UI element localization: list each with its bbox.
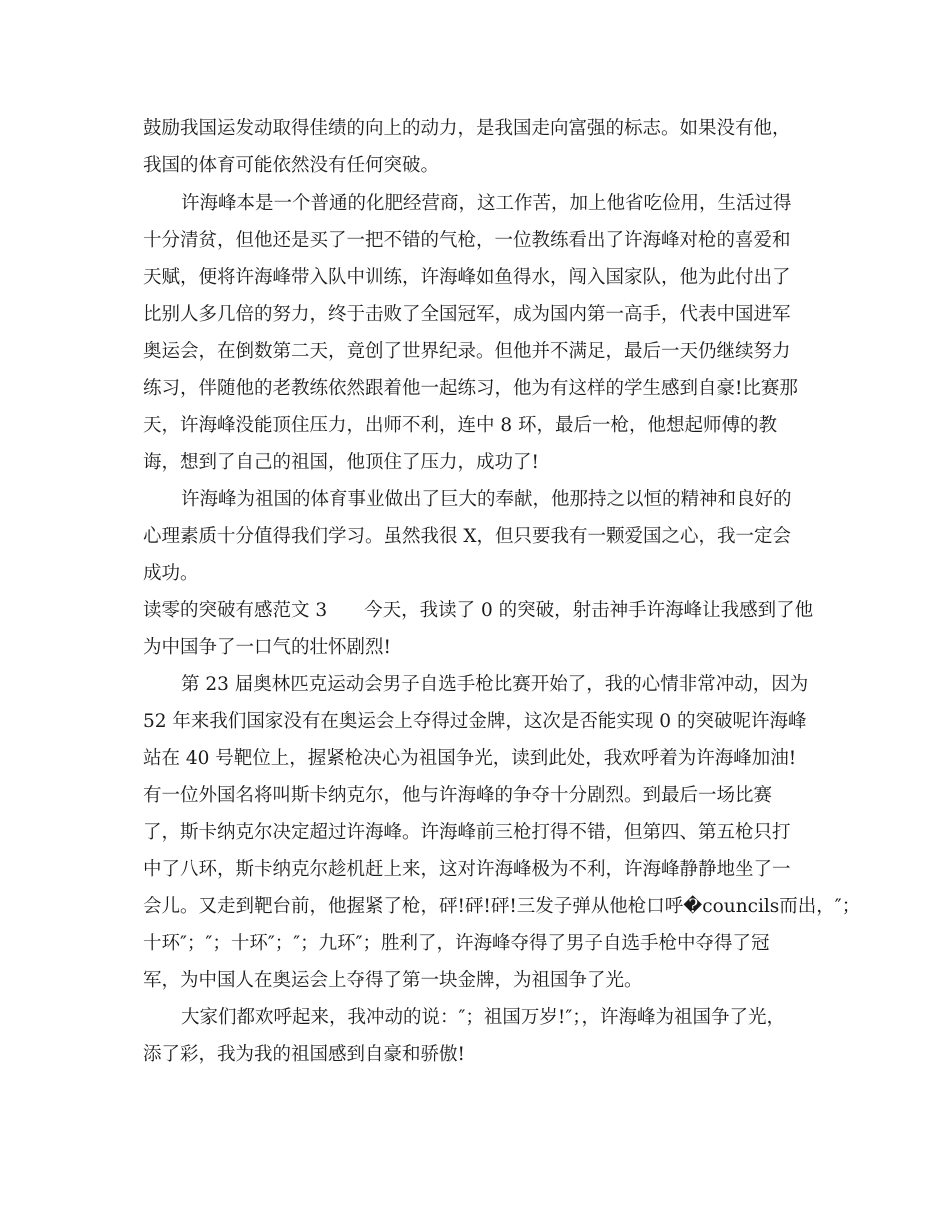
text-line: 奥运会，在倒数第二天，竟创了世界纪录。但他并不满足，最后一天仍继续努力 [143,341,791,362]
text-line: 为中国争了一口气的壮怀剧烈! [143,637,391,658]
text-line: 会儿。又走到靶台前，他握紧了枪，砰!砰!砰!三发子弹从他枪口呼�councils而出，″； [143,896,861,917]
text-line: 有一位外国名将叫斯卡纳克尔，他与许海峰的争夺十分剧烈。到最后一场比赛 [143,785,773,806]
text-line: 天，许海峰没能顶住压力，出师不利，连中 8 环，最后一枪，他想起师傅的教 [143,415,778,436]
text-line: 诲，想到了自己的祖国，他顶住了压力，成功了! [143,452,539,473]
text-line: 鼓励我国运发动取得佳绩的向上的动力，是我国走向富强的标志。如果没有他， [143,118,791,139]
paragraph-first-line: 第 23 届奥林匹克运动会男子自选手枪比赛开始了，我的心情非常冲动，因为 [181,674,809,695]
paragraph-first-line: 许海峰为祖国的体育事业做出了巨大的奉献，他那持之以恒的精神和良好的 [181,489,792,510]
text-line: 十分清贫，但他还是买了一把不错的气枪，一位教练看出了许海峰对枪的喜爱和 [143,230,791,251]
text-line: 52 年来我们国家没有在奥运会上夺得过金牌，这次是否能实现 0 的突破呢许海峰 [143,711,807,732]
text-line: 天赋，便将许海峰带入队中训练，许海峰如鱼得水，闯入国家队，他为此付出了 [143,267,791,288]
text-line: 我国的体育可能依然没有任何突破。 [143,155,440,176]
text-line: 十环″；″；十环″；″；九环″；胜利了，许海峰夺得了男子自选手枪中夺得了冠 [143,933,770,954]
text-line: 军，为中国人在奥运会上夺得了第一块金牌，为祖国争了光。 [143,970,643,991]
text-line: 练习，伴随他的老教练依然跟着他一起练习，他为有这样的学生感到自豪!比赛那 [143,378,798,399]
text-line: 中了八环，斯卡纳克尔趁机赶上来，这对许海峰极为不利，许海峰静静地坐了一 [143,859,791,880]
paragraph-first-line: 大家们都欢呼起来，我冲动的说：″；祖国万岁!″；，许海峰为祖国争了光， [181,1007,786,1028]
text-line: 添了彩，我为我的祖国感到自豪和骄傲! [143,1044,465,1065]
text-line: 站在 40 号靶位上，握紧枪决心为祖国争光，读到此处，我欢呼着为许海峰加油! [143,748,797,769]
paragraph-first-line: 许海峰本是一个普通的化肥经营商，这工作苦，加上他省吃俭用，生活过得 [181,193,792,214]
text-line: 成功。 [143,563,199,584]
text-line: 比别人多几倍的努力，终于击败了全国冠军，成为国内第一高手，代表中国进军 [143,304,791,325]
text-line: 心理素质十分值得我们学习。虽然我很 X，但只要我有一颗爱国之心，我一定会 [143,526,792,547]
section-heading-line: 读零的突破有感范文 3 今天，我读了 0 的突破，射击神手许海峰让我感到了他 [143,600,814,621]
text-line: 了，斯卡纳克尔决定超过许海峰。许海峰前三枪打得不错，但第四、第五枪只打 [143,822,791,843]
